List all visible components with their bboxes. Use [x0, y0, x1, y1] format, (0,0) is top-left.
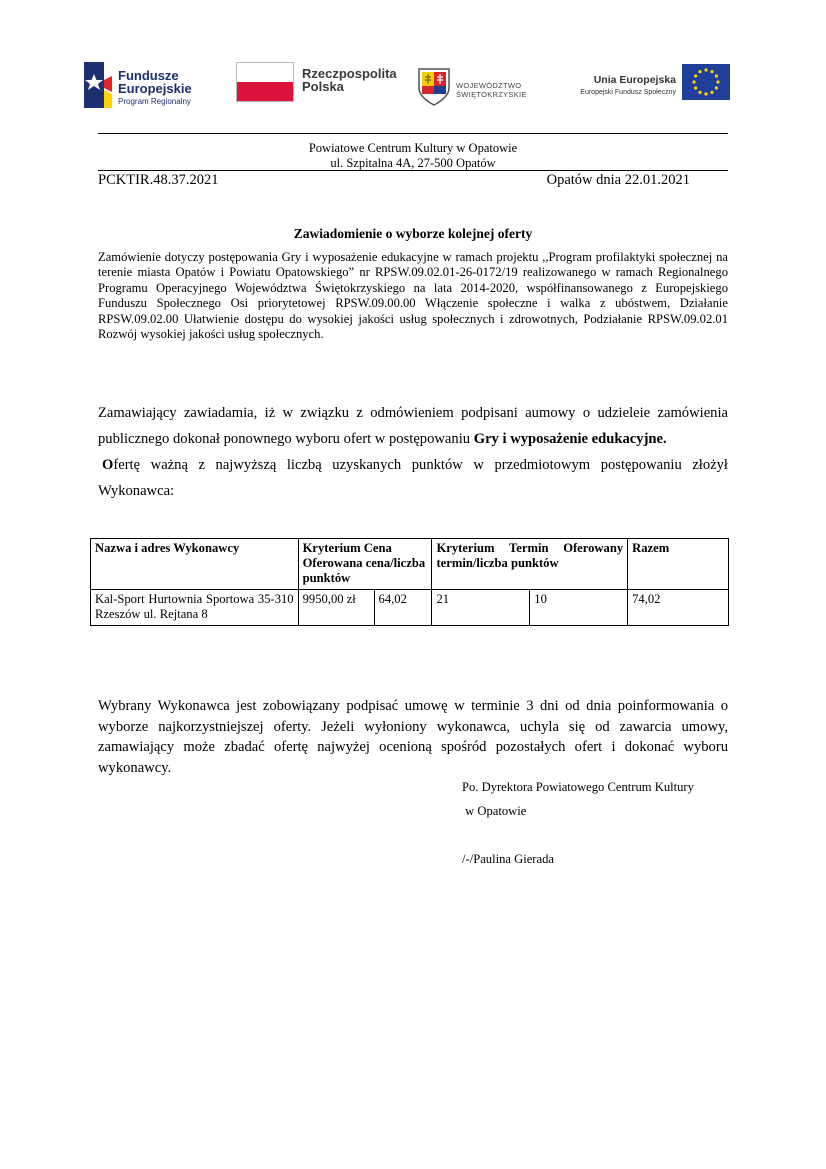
intro-paragraph: Zamówienie dotyczy postępowania Gry i wyposażenie edukacyjne w ramach projektu ,,Program profilaktyki społecznej na terenie miasta Opatów i Powiatu Opatowskiego” nr RPSW.09.02.01-26-0172/19 realizowanego w ramach Regionalnego Programu Operacyjnego Województwa Świętokrzyskiego na lata 2014-2020, współfinansowanego z Europejskiego Funduszu Społecznego Osi priorytetowej RPSW.09.00.00 Włączenie społeczne i walka z ubóstwem, Działanie RPSW.09.02.00 Ułatwienie dostępu do wysokiej jakości usług społecznych i zdrowotnych, Podziałanie RPSW.09.02.01 Rozwój wysokiej jakości usług społecznych. [98, 250, 728, 342]
header-price-criterion: Kryterium Cena Oferowana cena/liczba punktów [298, 539, 432, 590]
notice-text: Zamawiający zawiadamia, iż w związku z odmówieniem podpisani aumowy o udzieleie zamówienia publicznego dokonał ponownego wyboru ofert w postępowaniu [98, 405, 728, 447]
notice-text-2: fertę ważną z najwyższą liczbą uzyskanych punktów w przedmiotowym postępowaniu złożył Wykonawca: [98, 457, 728, 499]
cell-total: 74,02 [628, 590, 729, 626]
place-and-date: Opatów dnia 22.01.2021 [546, 172, 690, 188]
document-title: Zawiadomienie o wyborze kolejnej oferty [293, 226, 533, 241]
header-top-rule [98, 133, 728, 134]
notice-procurement-name: Gry i wyposażenie edukacyjne. [473, 431, 667, 447]
table-row [91, 590, 729, 626]
voivodeship-logo [418, 56, 538, 112]
eu-logo [568, 56, 732, 112]
organization-header [98, 141, 728, 171]
coat-of-arms-icon [418, 68, 450, 106]
signature-location: w Opatowie [462, 804, 527, 818]
polish-flag-icon [236, 62, 294, 102]
header-bottom-rule [98, 170, 728, 171]
offers-table [90, 538, 729, 626]
cell-term: 21 [432, 590, 530, 626]
reference-number: PCKTIR.48.37.2021 [98, 172, 219, 188]
polish-republic-line2: Polska [302, 79, 344, 94]
header-term-criterion: Kryterium Termin Oferowany termin/liczba punktów [432, 539, 628, 590]
cell-term-points: 10 [530, 590, 628, 626]
voivodeship-line2: ŚWIĘTOKRZYSKIE [456, 90, 527, 99]
logo-bar [84, 56, 732, 112]
polish-republic-line1: Rzeczpospolita [302, 66, 397, 81]
notice-paragraph [98, 400, 728, 452]
organization-name: Powiatowe Centrum Kultury w Opatowie [308, 141, 518, 155]
polish-republic-logo [236, 56, 396, 112]
header-contractor: Nazwa i adres Wykonawcy [91, 539, 299, 590]
cell-price: 9950,00 zł [298, 590, 374, 626]
european-funds-line2: Europejskie [118, 81, 192, 96]
closing-paragraph: Wybrany Wykonawca jest zobowiązany podpisać umowę w terminie 3 dni od dnia poinformowania o wyborze najkorzystniejszej oferty. Jeżeli wyłoniony wykonawca, uchyla się od zawarcia umowy, zamawiający może zbadać ofertę najwyżej ocenioną spośród pozostałych ofert i dokonać wyboru wykonawcy. [98, 698, 728, 776]
voivodeship-line1: WOJEWÓDZTWO [456, 81, 522, 90]
signature-title: Po. Dyrektora Powiatowego Centrum Kultury [462, 780, 694, 794]
european-funds-logo [84, 56, 214, 112]
notice-section [98, 400, 728, 504]
notice-initial-letter: O [102, 457, 114, 473]
european-funds-line1: Fundusze [118, 68, 179, 83]
signature-name: /-/Paulina Gierada [462, 852, 554, 866]
notice-paragraph-2 [98, 452, 728, 504]
cell-price-points: 64,02 [374, 590, 432, 626]
eu-line1: Unia Europejska [593, 74, 676, 86]
european-funds-line3: Program Regionalny [118, 97, 191, 106]
header-total: Razem [628, 539, 729, 590]
organization-address: ul. Szpitalna 4A, 27-500 Opatów [330, 156, 496, 170]
table-header-row [91, 539, 729, 590]
eu-flag-icon [682, 64, 730, 100]
eu-line2: Europejski Fundusz Społeczny [580, 89, 676, 96]
european-funds-star-icon [84, 62, 112, 108]
cell-contractor: Kal-Sport Hurtownia Sportowa 35-310 Rzeszów ul. Rejtana 8 [91, 590, 299, 626]
